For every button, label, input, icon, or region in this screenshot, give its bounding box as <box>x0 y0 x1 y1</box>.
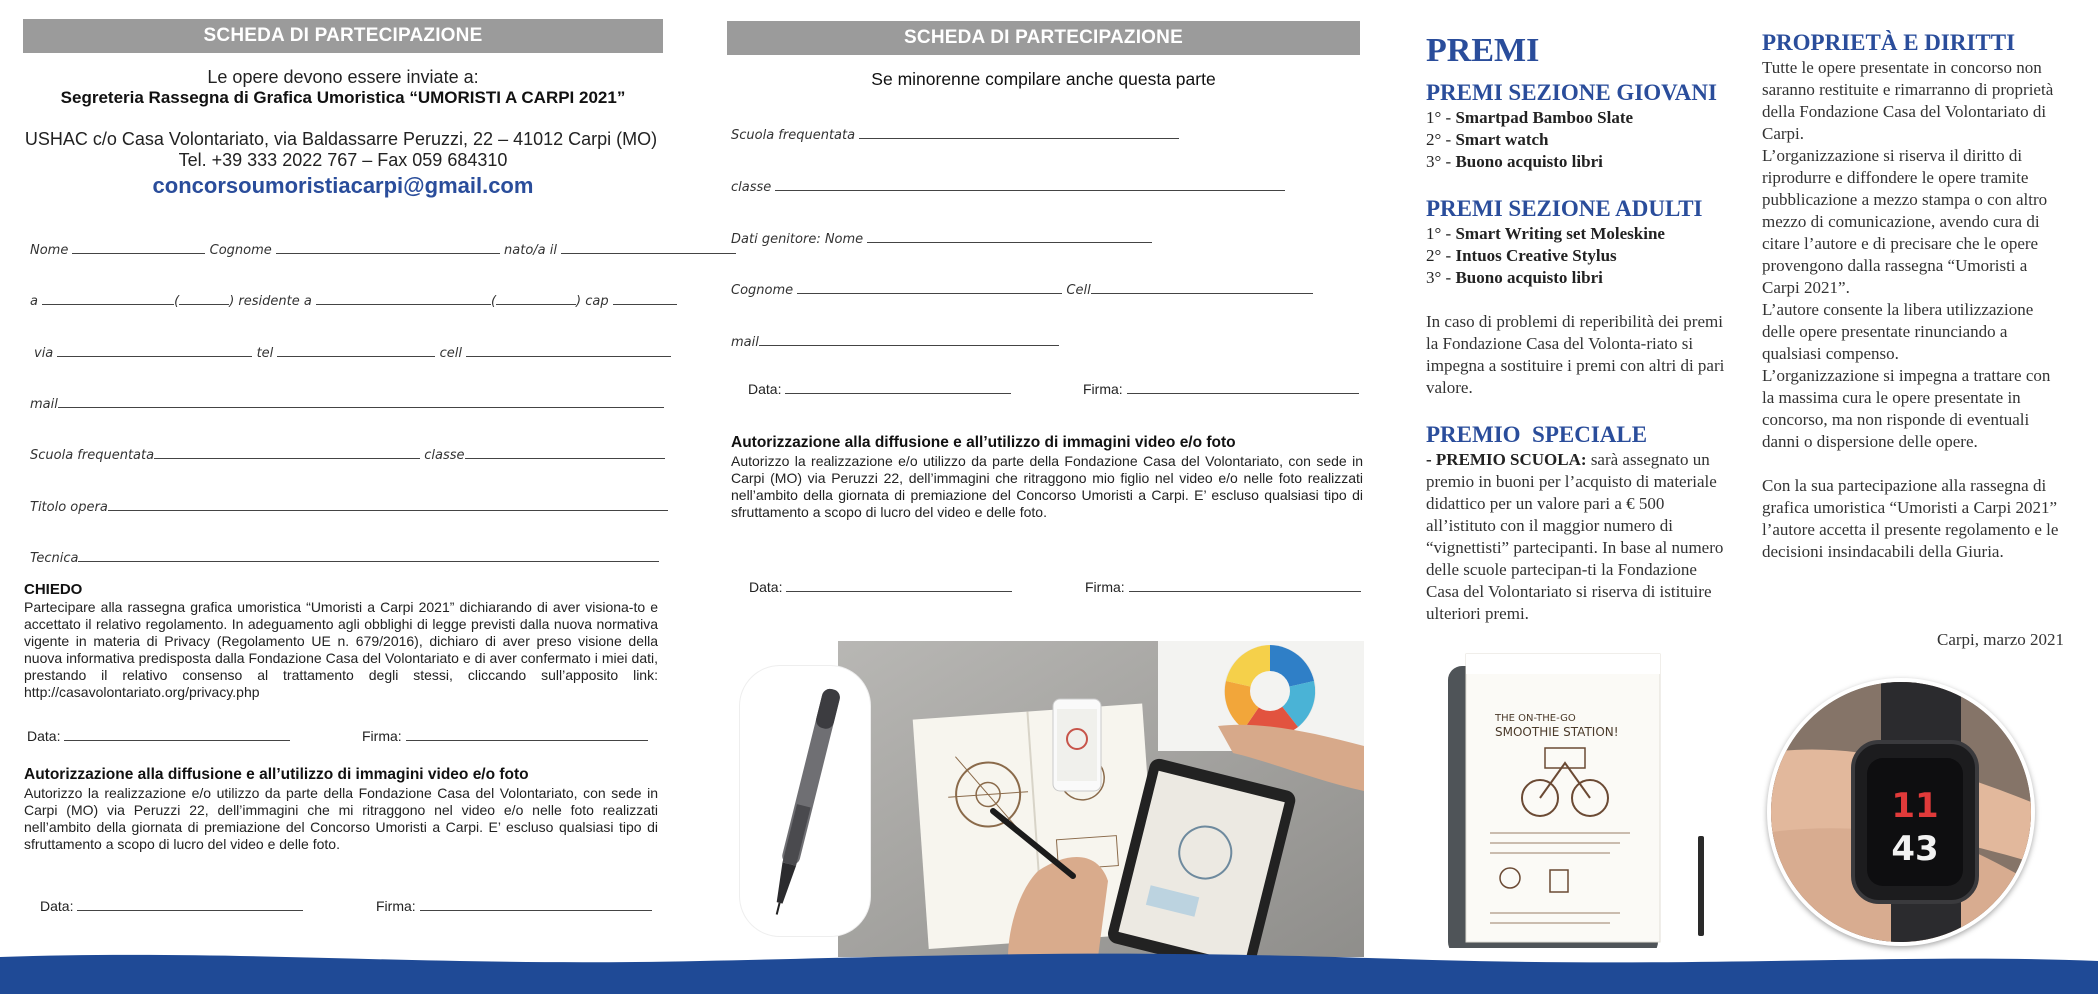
prize-item: 1° - Smart Writing set Moleskine <box>1426 224 1665 243</box>
field-label-mail: mail <box>30 397 58 412</box>
field-row-via <box>34 346 671 361</box>
diritti-paragraph: L’organizzazione si riserva il diritto di riprodurre e diffondere le opere tramite pubblicazione a mezzo stampa o con altro mezzo di comunicazione, avendo cura di citare l’autore e di precisare che le opere provengono dalla rassegna “Umoristi a Carpi 2021”. <box>1762 146 2048 297</box>
field-cell[interactable] <box>466 355 671 357</box>
field-label-scuola: Scuola frequentata <box>30 448 155 463</box>
field-nato[interactable] <box>561 252 736 254</box>
minor-signature-row-2 <box>749 579 1012 595</box>
field-label-nato: nato/a il <box>504 243 558 258</box>
desk-photo-illustration <box>838 641 1364 957</box>
field-row-mail <box>30 397 664 412</box>
data-label: Data: <box>749 579 783 595</box>
minor-row-classe <box>731 180 1285 195</box>
field-cell[interactable] <box>1091 292 1313 294</box>
field-label-residente: residente a <box>238 294 312 309</box>
field-prov[interactable] <box>179 303 229 305</box>
minor-auth-text: Autorizzo la realizzazione e/o utilizzo da parte della Fondazione Casa del Volontariato, con sede in Carpi (MO) via Peruzzi 22, dell’immagini che ritraggono mio figlio nel video e/o nelle foto realizzati nell’ambito della giornata di premiazione del Concorso Umoristi a Carpi. E’ escluso qualsiasi tipo di sfruttamento a scopo di lucro del video e delle foto. <box>731 453 1363 520</box>
field-label-nome: Nome <box>30 243 69 258</box>
field-genitore[interactable] <box>867 241 1152 243</box>
secretary: Segreteria Rassegna di Grafica Umoristica “UMORISTI A CARPI 2021” <box>60 88 626 107</box>
signature-row-2 <box>40 898 303 914</box>
field-row-tecnica <box>30 551 659 566</box>
field-mail[interactable] <box>58 406 664 408</box>
field-titolo[interactable] <box>108 509 668 511</box>
field-classe[interactable] <box>465 457 665 459</box>
field-label-cap: cap <box>585 294 609 309</box>
premi-adulti-title: PREMI SEZIONE ADULTI <box>1426 196 1703 221</box>
minor-row-mail <box>731 335 1059 350</box>
slate-title-1: THE ON-THE-GO <box>1495 713 1576 724</box>
firma-field[interactable] <box>420 909 652 911</box>
minor-signature-row-1b <box>1083 381 1359 397</box>
field-tel[interactable] <box>277 355 435 357</box>
diritti-paragraph: L’organizzazione si impegna a trattare con la massima cura le opere presentate in concorso, ma non risponde di eventuali danni o dispersione delle opere. <box>1762 366 2051 451</box>
diritti-title: PROPRIETÀ E DIRITTI <box>1762 30 2016 55</box>
smartwatch-photo <box>1767 678 2035 946</box>
data-label: Data: <box>27 728 61 744</box>
address: USHAC c/o Casa Volontariato, via Baldassarre Peruzzi, 22 – 41012 Carpi (MO) <box>24 129 658 149</box>
form-header-minor: SCHEDA DI PARTECIPAZIONE <box>727 21 1360 55</box>
premi-adulti-list <box>1426 223 1665 289</box>
diritti-paragraph: Con la sua partecipazione alla rassegna di grafica umoristica “Umoristi a Carpi 2021” l’autore accetta il presente regolamento e le decisioni insindacabili della Giuria. <box>1762 476 2059 561</box>
premi-giovani-list <box>1426 107 1633 173</box>
bottom-wave <box>0 949 2098 994</box>
stylus-card <box>740 666 870 936</box>
field-label-mail: mail <box>731 335 759 350</box>
slate-illustration <box>1440 648 1708 948</box>
field-label-cognome: Cognome <box>731 283 794 298</box>
prize-item: 2° - Intuos Creative Stylus <box>1426 246 1617 265</box>
firma-label: Firma: <box>362 728 402 744</box>
minor-row-cognome <box>731 283 1313 298</box>
contact-email[interactable]: concorsoumoristiacarpi@gmail.com <box>152 173 534 198</box>
signature-row-2b <box>376 898 652 914</box>
field-scuola[interactable] <box>154 457 420 459</box>
minor-signature-row-2b <box>1085 579 1361 595</box>
firma-field[interactable] <box>406 739 648 741</box>
minor-signature-row-1 <box>748 381 1011 397</box>
diritti-text <box>1762 57 2064 563</box>
place-date: Carpi, marzo 2021 <box>1937 630 2064 649</box>
chiedo-text: Partecipare alla rassegna grafica umoristica “Umoristi a Carpi 2021” dichiarando di aver visiona-to e accettato il relativo regolamento. In adeguamento agli obblighi di legge previsti dalla nuova normativa vigente in materia di Privacy (Regolamento UE n. 679/2016), dichiaro di aver preso visione della nuova informativa predisposta dalla Fondazione Casa del Volontariato e di aver confermato i miei dati, prestando il relativo consenso al trattamento degli stessi, cliccando sull’apposito link: http://casavolontariato.org/privacy.php <box>24 599 658 700</box>
field-prov2[interactable] <box>496 303 576 305</box>
premio-scuola-desc: sarà assegnato un premio in buoni per l’acquisto di materiale didattico per un valore pari a € 500 all’istituto con il maggior numero di “vignettisti” partecipanti. In base al numero delle scuole partecipan-ti la Fondazione Casa del Volontariato si riserva di istituire ulteriori premi. <box>1426 450 1724 623</box>
data-label: Data: <box>40 898 74 914</box>
field-label-a: a <box>30 294 38 309</box>
phone: Tel. +39 333 2022 767 – Fax 059 684310 <box>178 150 508 170</box>
field-row-residenza: a ( ) residente a ( ) cap <box>30 294 677 309</box>
field-luogo[interactable] <box>42 303 174 305</box>
field-label-cell: Cell <box>1066 283 1091 298</box>
field-row-name <box>30 243 736 258</box>
prize-item: 1° - Smartpad Bamboo Slate <box>1426 108 1634 127</box>
field-cognome[interactable] <box>797 292 1062 294</box>
minor-auth-title: Autorizzazione alla diffusione e all’utilizzo di immagini video e/o foto <box>731 434 1236 451</box>
field-residente[interactable] <box>316 303 491 305</box>
field-label-cognome: Cognome <box>209 243 272 258</box>
signature-row-1b <box>362 728 648 744</box>
premio-scuola-label: - PREMIO SCUOLA: <box>1426 450 1587 469</box>
slate-title-2: SMOOTHIE STATION! <box>1495 725 1619 739</box>
diritti-paragraph: L’autore consente la libera utilizzazione delle opere presentate rinunciando a qualsiasi compenso. <box>1762 300 2034 363</box>
chiedo-title: CHIEDO <box>24 581 83 598</box>
firma-field[interactable] <box>1129 590 1361 592</box>
minor-note: Se minorenne compilare anche questa parte <box>871 69 1216 89</box>
premio-speciale-text <box>1426 449 1730 625</box>
field-label-titolo: Titolo opera <box>30 500 108 515</box>
field-label-via: via <box>34 346 54 361</box>
prize-item: 3° - Buono acquisto libri <box>1426 152 1603 171</box>
watch-hours: 11 <box>1891 786 1939 826</box>
field-label-genitore: Dati genitore: Nome <box>731 232 864 247</box>
field-tecnica[interactable] <box>78 560 659 562</box>
field-label-classe: classe <box>731 180 772 195</box>
signature-row-1 <box>27 728 290 744</box>
field-row-titolo <box>30 500 668 515</box>
field-cognome[interactable] <box>276 252 500 254</box>
field-label-tel: tel <box>256 346 274 361</box>
premi-title: PREMI <box>1426 32 1540 69</box>
smartwatch-illustration <box>1771 682 2031 942</box>
firma-label: Firma: <box>1085 579 1125 595</box>
field-label-cell: cell <box>439 346 462 361</box>
auth-title: Autorizzazione alla diffusione e all’utilizzo di immagini video e/o foto <box>24 766 529 783</box>
firma-label: Firma: <box>376 898 416 914</box>
premio-speciale-title: PREMIO SPECIALE <box>1426 422 1648 447</box>
field-via[interactable] <box>57 355 252 357</box>
diritti-paragraph: Tutte le opere presentate in concorso non saranno restituite e rimarranno di proprietà della Fondazione Casa del Volontariato di Carpi. <box>1762 58 2054 143</box>
field-label-classe: classe <box>424 448 465 463</box>
data-field[interactable] <box>77 909 303 911</box>
minor-row-scuola <box>731 128 1179 143</box>
auth-text: Autorizzo la realizzazione e/o utilizzo da parte della Fondazione Casa del Volontariato, con sede in Carpi (MO) via Peruzzi 22, dell’immagini che mi ritraggono nel video e/o nelle foto realizzati nell’ambito della giornata di premiazione del Concorso Umoristi a Carpi. E’ escluso qualsiasi tipo di sfruttamento a scopo di lucro del video e delle foto. <box>24 785 658 852</box>
form-header: SCHEDA DI PARTECIPAZIONE <box>23 19 663 53</box>
field-label-tecnica: Tecnica <box>30 551 79 566</box>
data-field[interactable] <box>785 392 1011 394</box>
field-nome[interactable] <box>72 252 205 254</box>
field-row-scuola <box>30 448 665 463</box>
prize-item: 3° - Buono acquisto libri <box>1426 268 1603 287</box>
field-mail[interactable] <box>759 344 1059 346</box>
field-cap[interactable] <box>613 303 677 305</box>
data-field[interactable] <box>786 590 1012 592</box>
firma-field[interactable] <box>1127 392 1359 394</box>
minor-row-genitore <box>731 232 1152 247</box>
stylus-icon <box>740 666 870 936</box>
reperibilita-text: In caso di problemi di reperibilità dei premi la Fondazione Casa del Volonta-riato si impegna a sostituire i premi con altri di pari valore. <box>1426 312 1725 397</box>
data-label: Data: <box>748 381 782 397</box>
desk-photo <box>838 641 1364 957</box>
firma-label: Firma: <box>1083 381 1123 397</box>
data-field[interactable] <box>64 739 290 741</box>
field-scuola[interactable] <box>859 137 1179 139</box>
send-intro: Le opere devono essere inviate a: <box>207 67 479 87</box>
premi-giovani-title: PREMI SEZIONE GIOVANI <box>1426 80 1717 105</box>
field-label-scuola: Scuola frequentata <box>731 128 856 143</box>
prize-item: 2° - Smart watch <box>1426 130 1549 149</box>
field-classe[interactable] <box>775 189 1285 191</box>
bamboo-slate-photo <box>1440 648 1708 948</box>
watch-minutes: 43 <box>1891 829 1939 869</box>
